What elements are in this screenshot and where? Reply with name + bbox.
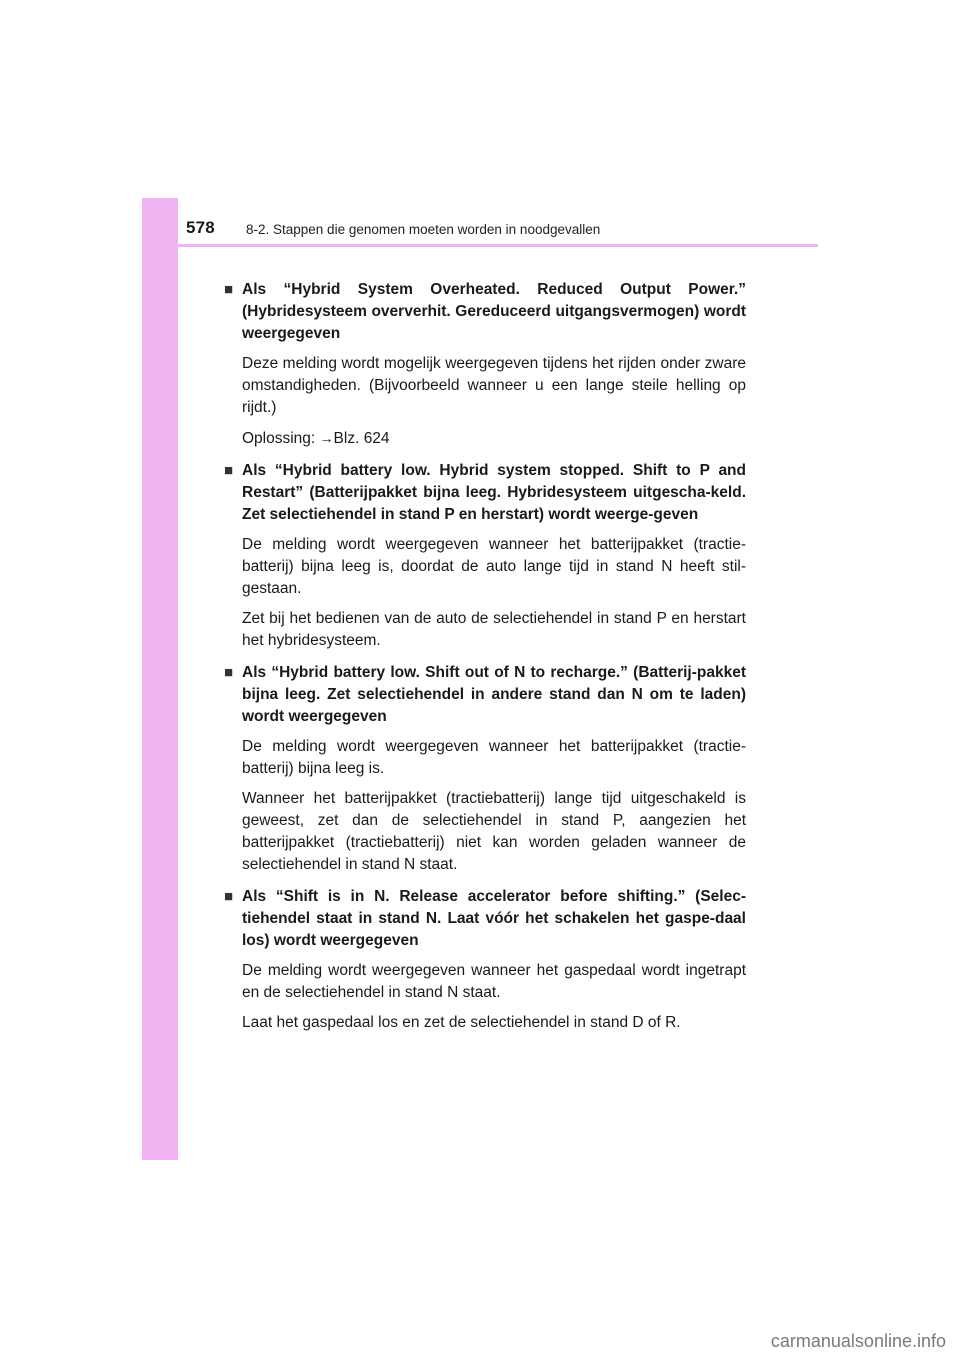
square-bullet-icon: ■ [224,281,234,298]
watermark: carmanualsonline.info [770,1331,946,1351]
list-item [224,460,746,652]
item-paragraph: Wanneer het batterijpakket (tractiebatterij) lange tijd uitgeschakeld is geweest, zet dan de selectiehendel in stand P, aangezien het batterijpakket (tractiebatterij) niet kan worden geladen wanneer de selectiehendel in stand N staat. [242,790,746,873]
header-rule [142,244,818,247]
content [224,279,746,1044]
side-tab-band [142,198,178,1160]
list-item [224,279,746,450]
square-bullet-icon: ■ [224,462,234,479]
item-paragraph: De melding wordt weergegeven wanneer het gaspedaal wordt ingetrapt en de selectiehendel in stand N staat. [242,962,746,1001]
solution-label: Oplossing: [242,430,320,447]
item-paragraph: De melding wordt weergegeven wanneer het batterijpakket (tractie-batterij) bijna leeg is, doordat de auto lange tijd in stand N heeft stil-gestaan. [242,536,746,597]
item-heading: Als “Hybrid battery low. Hybrid system stopped. Shift to P and Restart” (Batterijpakket bijna leeg. Hybridesysteem uitgescha-keld. Zet selectiehendel in stand P en herstart) wordt weerge-geven [242,462,746,523]
page-reference-link[interactable]: Blz. 624 [333,430,390,447]
solution-line [242,427,746,450]
list-item [224,662,746,876]
section-title: 8-2. Stappen die genomen moeten worden in noodgevallen [246,222,601,237]
item-paragraph: Zet bij het bedienen van de auto de selectiehendel in stand P en herstart het hybridesysteem. [242,610,746,649]
page-number: 578 [186,218,215,237]
item-paragraph: Laat het gaspedaal los en zet de selectiehendel in stand D of R. [242,1014,681,1031]
square-bullet-icon: ■ [224,664,234,681]
item-paragraph: De melding wordt weergegeven wanneer het batterijpakket (tractie-batterij) bijna leeg is. [242,738,746,777]
item-heading: Als “Hybrid battery low. Shift out of N to recharge.” (Batterij-pakket bijna leeg. Zet selectiehendel in andere stand dan N om te laden) wordt weergegeven [242,664,746,725]
square-bullet-icon: ■ [224,888,234,905]
item-heading: Als “Hybrid System Overheated. Reduced Output Power.” (Hybridesysteem oververhit. Gereduceerd uitgangsvermogen) wordt weergegeven [242,281,746,342]
item-paragraph: Deze melding wordt mogelijk weergegeven tijdens het rijden onder zware omstandigheden. (Bijvoorbeeld wanneer u een lange steile helling op rijdt.) [242,355,746,416]
arrow-right-icon: → [319,430,334,446]
page-header [142,200,818,246]
item-heading: Als “Shift is in N. Release accelerator before shifting.” (Selec-tiehendel staat in stand N. Laat vóór het schakelen het gaspe-daal los) wordt weergegeven [242,888,746,949]
list-item [224,886,746,1034]
